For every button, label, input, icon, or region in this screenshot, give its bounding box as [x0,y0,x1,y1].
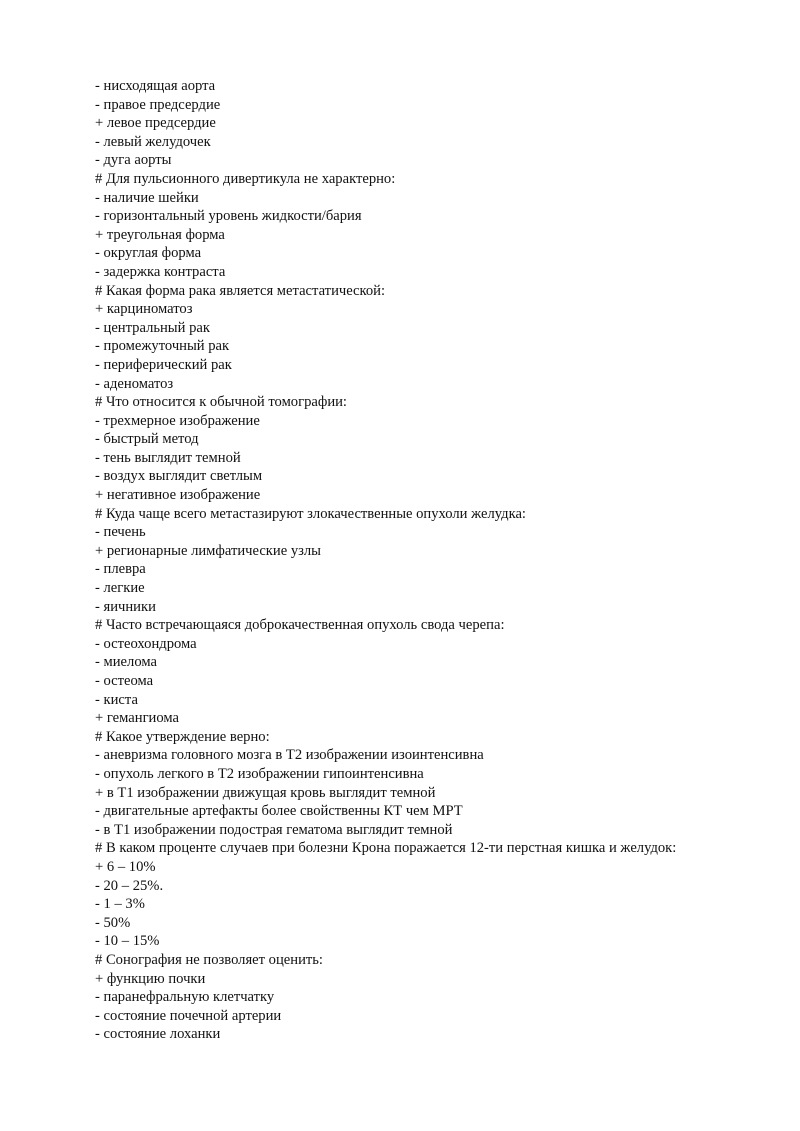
answer-option-line: - тень выглядит темной [95,449,241,466]
answer-option-line: - 1 – 3% [95,896,145,913]
answer-option-line: - периферический рак [95,356,232,373]
answer-option-line: - аневризма головного мозга в Т2 изображении изоинтенсивна [95,747,484,764]
answer-option-line: - быстрый метод [95,431,199,448]
correct-answer-line: + регионарные лимфатические узлы [95,542,321,559]
answer-option-line: - двигательные артефакты более свойственны КТ чем МРТ [95,803,463,820]
answer-option-line: - аденоматоз [95,375,174,392]
correct-answer-line: + треугольная форма [95,226,225,243]
question-line: # Какое утверждение верно: [95,728,270,745]
answer-option-line: - миелома [95,654,157,671]
answer-option-line: - яичники [95,598,156,615]
answer-option-line: - опухоль легкого в Т2 изображении гипоинтенсивна [95,765,424,782]
answer-option-line: - округлая форма [95,245,202,262]
document-body [95,77,785,1044]
correct-answer-line: + функцию почки [95,970,206,987]
correct-answer-line: + 6 – 10% [95,858,156,875]
answer-option-line: - нисходящая аорта [95,78,216,94]
question-line: # Для пульсионного дивертикула не характерно: [95,170,396,187]
answer-option-line: - паранефральную клетчатку [95,989,275,1006]
correct-answer-line: + левое предсердие [95,115,216,132]
answer-option-line: - воздух выглядит светлым [95,468,263,485]
answer-option-line: - состояние лоханки [95,1026,221,1043]
question-line: # Что относится к обычной томографии: [95,394,347,411]
correct-answer-line: + карциноматоз [95,301,193,318]
answer-option-line: - 10 – 15% [95,933,160,950]
answer-option-line: - остеома [95,673,154,689]
question-line: # Куда чаще всего метастазируют злокачественные опухоли желудка: [95,505,526,522]
question-line: # Часто встречающаяся доброкачественная опухоль свода черепа: [95,617,505,634]
answer-option-line: - центральный рак [95,319,210,336]
correct-answer-line: + в Т1 изображении движущая кровь выглядит темной [95,784,436,801]
answer-option-line: - левый желудочек [95,133,211,150]
answer-option-line: - задержка контраста [95,263,226,280]
correct-answer-line: + гемангиома [95,710,179,727]
answer-option-line: - плевра [95,561,146,578]
question-line: # Сонография не позволяет оценить: [95,951,323,968]
answer-option-line: - в Т1 изображении подострая гематома выглядит темной [95,821,453,838]
correct-answer-line: + негативное изображение [95,487,261,504]
answer-option-line: - состояние почечной артерии [95,1007,282,1024]
answer-option-line: - правое предсердие [95,96,221,113]
answer-option-line: - дуга аорты [95,152,172,169]
answer-option-line: - легкие [95,580,145,597]
answer-option-line: - наличие шейки [95,189,199,206]
answer-option-line: - промежуточный рак [95,338,230,355]
question-line: # В каком проценте случаев при болезни Крона поражается 12-ти перстная кишка и желудок: [95,840,677,857]
answer-option-line: - киста [95,691,138,708]
answer-option-line: - трехмерное изображение [95,412,260,429]
question-line: # Какая форма рака является метастатической: [95,282,386,299]
answer-option-line: - горизонтальный уровень жидкости/бария [95,208,362,225]
answer-option-line: - остеохондрома [95,635,197,652]
answer-option-line: - 50% [95,914,131,931]
answer-option-line: - 20 – 25%. [95,877,164,894]
answer-option-line: - печень [95,524,146,541]
